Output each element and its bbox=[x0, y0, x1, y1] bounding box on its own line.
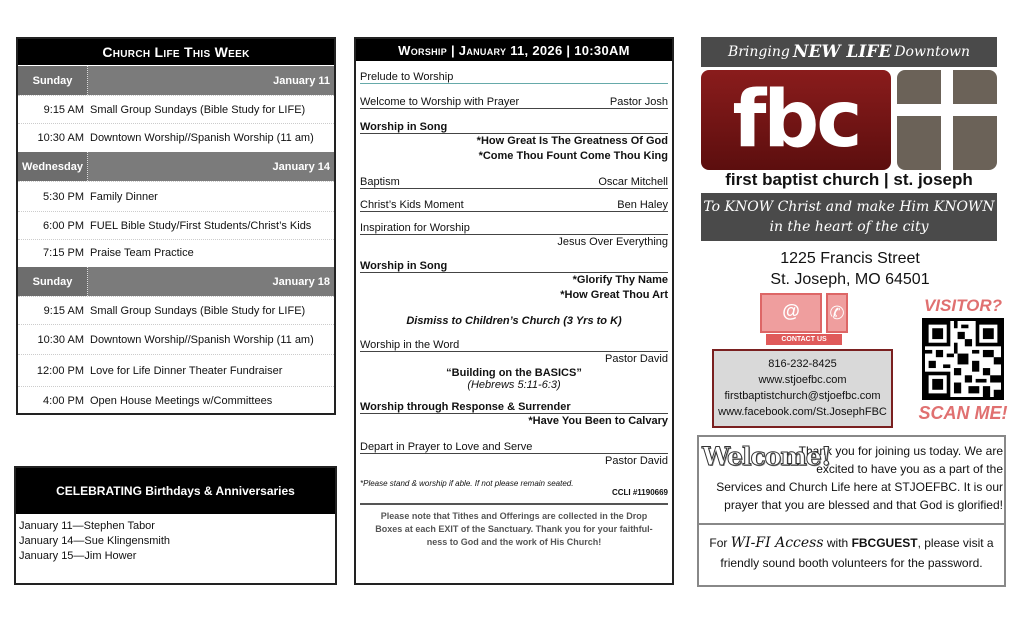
mission-line: To KNOW Christ and make Him KNOWN bbox=[703, 199, 995, 215]
event-row bbox=[18, 386, 334, 414]
order-label: Welcome to Worship with Prayer bbox=[360, 96, 520, 108]
order-label: Worship in Song bbox=[360, 121, 448, 133]
event-time: 10:30 AM bbox=[37, 131, 84, 144]
order-leader: Oscar Mitchell bbox=[598, 176, 668, 188]
stand-note: *Please stand & worship if able. If not please remain seated. bbox=[360, 479, 574, 488]
order-leader: Ben Haley bbox=[617, 199, 668, 211]
wifi-mid: with bbox=[826, 536, 849, 550]
welcome-box bbox=[697, 435, 1006, 587]
song-item: *Come Thou Fount Come Thou King bbox=[478, 150, 668, 162]
event-desc: Small Group Sundays (Bible Study for LIFE) bbox=[90, 103, 306, 116]
sermon-title: “Building on the BASICS” bbox=[446, 367, 582, 379]
event-desc: Family Dinner bbox=[90, 190, 158, 203]
order-label: Prelude to Worship bbox=[360, 71, 454, 83]
celebrating-title: CELEBRATING Birthdays & Anniversaries bbox=[16, 468, 335, 514]
day-date: January 11 bbox=[273, 74, 330, 87]
address-line: St. Joseph, MO 64501 bbox=[770, 271, 930, 288]
email-link[interactable]: firstbaptistchurch@stjoefbc.com bbox=[724, 390, 881, 402]
contact-info-box bbox=[712, 349, 893, 428]
order-label: Baptism bbox=[360, 176, 400, 188]
church-life-title: Church Life This Week bbox=[18, 39, 334, 65]
wifi-info bbox=[699, 523, 1004, 581]
event-row bbox=[18, 296, 334, 324]
facebook-link[interactable]: www.facebook.com/St.JosephFBC bbox=[718, 406, 887, 418]
day-header bbox=[18, 266, 334, 296]
event-time: 9:15 AM bbox=[43, 304, 84, 317]
day-date: January 18 bbox=[272, 275, 330, 288]
celebrating-list bbox=[16, 514, 335, 569]
order-label: Christ’s Kids Moment bbox=[360, 199, 464, 211]
order-leader: Pastor Josh bbox=[609, 96, 668, 108]
wifi-post: , please visit a friendly sound booth volunteers for the password. bbox=[720, 536, 994, 570]
event-row bbox=[18, 354, 334, 386]
website-link[interactable]: www.stjoefbc.com bbox=[758, 374, 847, 386]
mission-line: in the heart of the city bbox=[769, 219, 929, 235]
tagline-banner bbox=[701, 37, 997, 67]
order-label: Worship in Song bbox=[360, 260, 448, 272]
day-header bbox=[18, 65, 334, 95]
event-time: 9:15 AM bbox=[43, 103, 84, 116]
contact-us-button[interactable] bbox=[760, 293, 850, 345]
church-name: first baptist church | st. joseph bbox=[725, 170, 973, 189]
event-desc: Small Group Sundays (Bible Study for LIFE) bbox=[90, 304, 306, 317]
event-row bbox=[18, 211, 334, 239]
sermon-reference: (Hebrews 5:11-6:3) bbox=[467, 379, 561, 391]
song-item: *How Great Is The Greatness Of God bbox=[476, 135, 668, 147]
cross-icon bbox=[897, 70, 997, 170]
order-label: Depart in Prayer to Love and Serve bbox=[360, 441, 533, 453]
event-row bbox=[18, 123, 334, 151]
order-leader: Pastor David bbox=[605, 455, 668, 467]
wifi-access-label: WI-FI Access bbox=[730, 535, 824, 551]
address-line: 1225 Francis Street bbox=[780, 250, 920, 267]
day-name: Sunday bbox=[18, 267, 88, 296]
order-label: Worship through Response & Surrender bbox=[360, 401, 571, 413]
scan-me-label: SCAN ME! bbox=[918, 403, 1008, 423]
event-time: 12:00 PM bbox=[36, 364, 84, 377]
wifi-network-name: FBCGUEST bbox=[851, 536, 918, 550]
list-item: January 15—Jim Hower bbox=[19, 550, 137, 562]
event-desc: Downtown Worship//Spanish Worship (11 am) bbox=[90, 333, 314, 346]
order-item bbox=[360, 339, 668, 352]
event-row bbox=[18, 95, 334, 123]
event-row bbox=[18, 324, 334, 354]
order-label: Worship in the Word bbox=[360, 339, 460, 351]
event-row bbox=[18, 239, 334, 266]
order-item bbox=[360, 96, 668, 109]
event-row bbox=[18, 181, 334, 211]
order-item bbox=[360, 199, 668, 212]
contact-us-label: CONTACT US bbox=[766, 334, 842, 345]
phone-number: 816-232-8425 bbox=[768, 358, 837, 370]
visitor-label: VISITOR? bbox=[923, 296, 1003, 315]
logo-fbc: fbc bbox=[701, 70, 891, 170]
celebrating-panel bbox=[14, 466, 337, 585]
phone-icon: ✆ bbox=[826, 293, 848, 333]
order-item bbox=[360, 176, 668, 189]
event-desc: Open House Meetings w/Committees bbox=[90, 394, 273, 407]
tagline-pre: Bringing bbox=[727, 44, 790, 60]
address bbox=[740, 248, 960, 290]
welcome-heading: Welcome! bbox=[702, 442, 831, 471]
welcome-message-text: Thank you for joining us today. We are excited to have you as a part of the Services and Church Life here at STJOEFBC. It is our prayer that you are blessed and that God is glorified! bbox=[716, 444, 1003, 512]
event-time: 6:00 PM bbox=[43, 219, 84, 232]
mission-banner bbox=[701, 193, 997, 241]
list-item: January 14—Sue Klingensmith bbox=[19, 535, 171, 547]
worship-panel bbox=[354, 37, 674, 585]
church-logo bbox=[701, 70, 997, 170]
order-label: Inspiration for Worship bbox=[360, 222, 470, 234]
wifi-pre: For bbox=[709, 536, 728, 550]
event-time: 5:30 PM bbox=[43, 190, 84, 203]
tagline-post: Downtown bbox=[894, 44, 971, 60]
event-time: 10:30 AM bbox=[37, 333, 84, 346]
event-desc: FUEL Bible Study/First Students/Christ’s Kids bbox=[90, 219, 312, 232]
day-date: January 14 bbox=[272, 160, 330, 173]
event-time: 4:00 PM bbox=[43, 394, 84, 407]
dismiss-note: Dismiss to Children’s Church (3 Yrs to K) bbox=[406, 315, 622, 327]
song-item: *How Great Thou Art bbox=[560, 289, 668, 301]
worship-title: Worship | January 11, 2026 | 10:30AM bbox=[356, 39, 672, 61]
tithes-note: Please note that Tithes and Offerings are collected in the Drop Boxes at each EXIT of the Sanctuary. Thank you for your faithful-ness to God and the work of His Church! bbox=[360, 503, 668, 554]
qr-code-icon[interactable] bbox=[922, 318, 1004, 400]
order-item bbox=[360, 260, 668, 273]
event-desc: Love for Life Dinner Theater Fundraiser bbox=[90, 364, 283, 377]
envelope-icon: @ bbox=[760, 293, 822, 333]
day-name: Wednesday bbox=[18, 152, 88, 181]
song-item: Jesus Over Everything bbox=[557, 236, 668, 248]
event-desc: Downtown Worship//Spanish Worship (11 am) bbox=[90, 131, 314, 144]
list-item: January 11—Stephen Tabor bbox=[19, 520, 155, 532]
order-item bbox=[360, 401, 668, 414]
tagline-bold: NEW LIFE bbox=[792, 42, 892, 62]
order-item bbox=[360, 71, 668, 84]
order-item bbox=[360, 441, 668, 454]
church-life-panel bbox=[16, 37, 336, 415]
song-item: *Glorify Thy Name bbox=[572, 274, 668, 286]
day-header bbox=[18, 151, 334, 181]
order-item bbox=[360, 121, 668, 134]
event-time: 7:15 PM bbox=[43, 247, 84, 259]
ccli-number: CCLI #1190669 bbox=[611, 488, 668, 497]
day-name: Sunday bbox=[18, 66, 88, 95]
song-item: *Have You Been to Calvary bbox=[528, 415, 668, 427]
event-desc: Praise Team Practice bbox=[90, 247, 194, 259]
order-item bbox=[360, 222, 668, 235]
order-leader: Pastor David bbox=[605, 353, 668, 365]
